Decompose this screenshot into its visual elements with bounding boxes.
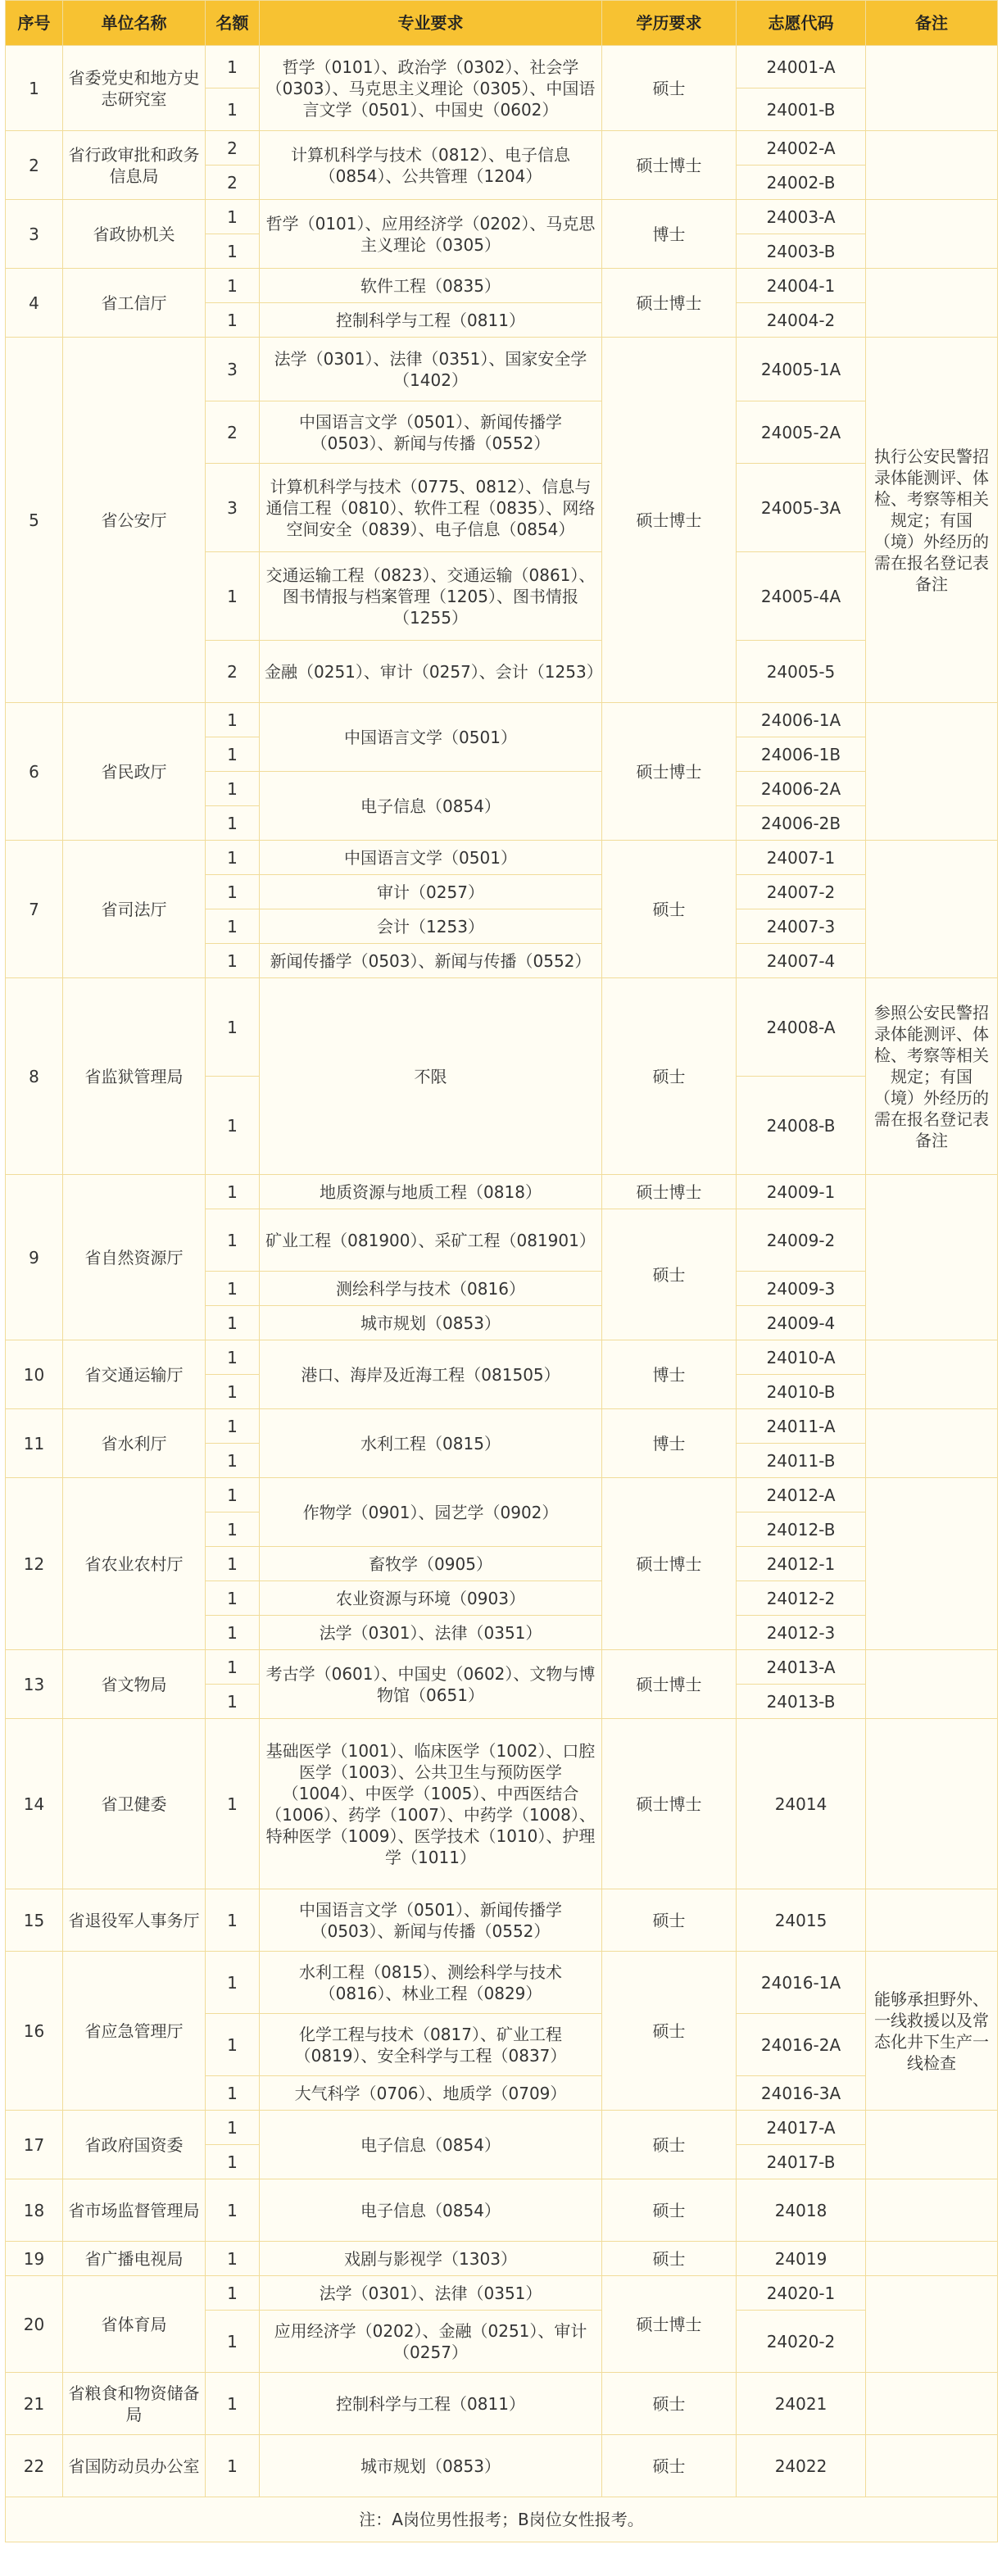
code-cell: 24019 [737, 2242, 866, 2276]
count-cell: 1 [206, 1889, 260, 1952]
count-cell: 1 [206, 1685, 260, 1719]
education-cell: 硕士 [602, 841, 737, 978]
major-cell: 法学（0301）、法律（0351） [260, 2276, 602, 2311]
note-cell [866, 1340, 998, 1409]
code-cell: 24010-B [737, 1375, 866, 1409]
major-cell: 考古学（0601）、中国史（0602）、文物与博物馆（0651） [260, 1650, 602, 1719]
education-cell: 硕士 [602, 1209, 737, 1340]
unit-name-cell: 省体育局 [63, 2276, 206, 2373]
seq-cell: 1 [6, 46, 63, 131]
unit-name-cell: 省粮食和物资储备局 [63, 2373, 206, 2435]
table-row [6, 2435, 998, 2497]
note-cell [866, 1175, 998, 1340]
education-cell: 硕士 [602, 2435, 737, 2497]
table-row [6, 46, 998, 88]
code-cell: 24005-3A [737, 464, 866, 552]
count-cell: 1 [206, 552, 260, 641]
table-row [6, 978, 998, 1077]
education-cell: 硕士博士 [602, 131, 737, 200]
code-cell: 24001-A [737, 46, 866, 88]
count-cell: 1 [206, 234, 260, 269]
count-cell: 1 [206, 1547, 260, 1581]
header-code: 志愿代码 [737, 1, 866, 46]
code-cell: 24009-3 [737, 1272, 866, 1306]
major-cell: 畜牧学（0905） [260, 1547, 602, 1581]
seq-cell: 19 [6, 2242, 63, 2276]
unit-name-cell: 省工信厅 [63, 269, 206, 338]
major-cell: 计算机科学与技术（0775、0812）、信息与通信工程（0810）、软件工程（0835）、网络空间安全（0839）、电子信息（0854） [260, 464, 602, 552]
note-cell [866, 703, 998, 841]
education-cell: 硕士 [602, 2179, 737, 2242]
code-cell: 24008-B [737, 1077, 866, 1175]
seq-cell: 22 [6, 2435, 63, 2497]
table-row [6, 200, 998, 234]
note-cell [866, 2276, 998, 2373]
code-cell: 24016-1A [737, 1952, 866, 2014]
count-cell: 1 [206, 2179, 260, 2242]
count-cell: 2 [206, 166, 260, 200]
note-cell [866, 200, 998, 269]
major-cell: 审计（0257） [260, 875, 602, 909]
code-cell: 24007-2 [737, 875, 866, 909]
seq-cell: 15 [6, 1889, 63, 1952]
count-cell: 1 [206, 2014, 260, 2076]
major-cell: 城市规划（0853） [260, 1306, 602, 1340]
note-cell [866, 1889, 998, 1952]
note-cell [866, 2242, 998, 2276]
count-cell: 1 [206, 269, 260, 303]
unit-name-cell: 省自然资源厅 [63, 1175, 206, 1340]
code-cell: 24020-1 [737, 2276, 866, 2311]
note-cell [866, 2373, 998, 2435]
code-cell: 24013-B [737, 1685, 866, 1719]
code-cell: 24006-2A [737, 772, 866, 806]
table-row [6, 131, 998, 166]
education-cell: 硕士博士 [602, 2276, 737, 2373]
count-cell: 1 [206, 1175, 260, 1209]
major-cell: 港口、海岸及近海工程（081505） [260, 1340, 602, 1409]
major-cell: 哲学（0101）、政治学（0302）、社会学（0303）、马克思主义理论（0305）、中国语言文学（0501）、中国史（0602） [260, 46, 602, 131]
count-cell: 3 [206, 338, 260, 401]
major-cell: 作物学（0901）、园艺学（0902） [260, 1478, 602, 1547]
education-cell: 硕士博士 [602, 703, 737, 841]
code-cell: 24009-4 [737, 1306, 866, 1340]
code-cell: 24006-2B [737, 806, 866, 841]
header-education: 学历要求 [602, 1, 737, 46]
count-cell: 1 [206, 1581, 260, 1616]
major-cell: 不限 [260, 978, 602, 1175]
note-cell [866, 2179, 998, 2242]
major-cell: 中国语言文学（0501） [260, 841, 602, 875]
table-row [6, 703, 998, 737]
note-cell: 执行公安民警招录体能测评、体检、考察等相关规定；有国（境）外经历的需在报名登记表备注 [866, 338, 998, 703]
count-cell: 1 [206, 46, 260, 88]
table-row [6, 1478, 998, 1512]
table-row [6, 1952, 998, 2014]
code-cell: 24022 [737, 2435, 866, 2497]
seq-cell: 14 [6, 1719, 63, 1889]
count-cell: 1 [206, 303, 260, 338]
header-major: 专业要求 [260, 1, 602, 46]
education-cell: 硕士博士 [602, 1478, 737, 1650]
code-cell: 24002-B [737, 166, 866, 200]
code-cell: 24004-1 [737, 269, 866, 303]
unit-name-cell: 省民政厅 [63, 703, 206, 841]
code-cell: 24020-2 [737, 2311, 866, 2373]
seq-cell: 20 [6, 2276, 63, 2373]
count-cell: 2 [206, 401, 260, 464]
code-cell: 24011-A [737, 1409, 866, 1444]
code-cell: 24006-1A [737, 703, 866, 737]
code-cell: 24005-4A [737, 552, 866, 641]
education-cell: 硕士 [602, 2111, 737, 2179]
education-cell: 硕士 [602, 2373, 737, 2435]
unit-name-cell: 省应急管理厅 [63, 1952, 206, 2111]
code-cell: 24005-2A [737, 401, 866, 464]
note-cell [866, 131, 998, 200]
code-cell: 24018 [737, 2179, 866, 2242]
major-cell: 应用经济学（0202）、金融（0251）、审计（0257） [260, 2311, 602, 2373]
code-cell: 24016-3A [737, 2076, 866, 2111]
seq-cell: 13 [6, 1650, 63, 1719]
count-cell: 1 [206, 1375, 260, 1409]
seq-cell: 21 [6, 2373, 63, 2435]
unit-name-cell: 省广播电视局 [63, 2242, 206, 2276]
note-cell: 能够承担野外、一线救援以及常态化井下生产一线检查 [866, 1952, 998, 2111]
major-cell: 法学（0301）、法律（0351）、国家安全学（1402） [260, 338, 602, 401]
unit-name-cell: 省水利厅 [63, 1409, 206, 1478]
table-row [6, 1409, 998, 1444]
major-cell: 控制科学与工程（0811） [260, 303, 602, 338]
header-note: 备注 [866, 1, 998, 46]
code-cell: 24003-B [737, 234, 866, 269]
footnote-row [6, 2497, 998, 2542]
note-cell [866, 2435, 998, 2497]
count-cell: 1 [206, 1077, 260, 1175]
table-row [6, 1889, 998, 1952]
table-row [6, 2179, 998, 2242]
footnote: 注：A岗位男性报考；B岗位女性报考。 [6, 2497, 998, 2542]
code-cell: 24007-3 [737, 909, 866, 944]
major-cell: 中国语言文学（0501） [260, 703, 602, 772]
unit-name-cell: 省交通运输厅 [63, 1340, 206, 1409]
education-cell: 硕士博士 [602, 1175, 737, 1209]
seq-cell: 9 [6, 1175, 63, 1340]
unit-name-cell: 省文物局 [63, 1650, 206, 1719]
note-cell [866, 1650, 998, 1719]
note-cell [866, 269, 998, 338]
count-cell: 1 [206, 944, 260, 978]
code-cell: 24006-1B [737, 737, 866, 772]
education-cell: 硕士博士 [602, 269, 737, 338]
education-cell: 硕士 [602, 2242, 737, 2276]
major-cell: 戏剧与影视学（1303） [260, 2242, 602, 2276]
unit-name-cell: 省卫健委 [63, 1719, 206, 1889]
header-row [6, 1, 998, 46]
note-cell [866, 2111, 998, 2179]
code-cell: 24017-B [737, 2145, 866, 2179]
note-cell [866, 1478, 998, 1650]
education-cell: 博士 [602, 200, 737, 269]
table-row [6, 1650, 998, 1685]
header-unit: 单位名称 [63, 1, 206, 46]
note-cell [866, 46, 998, 131]
code-cell: 24011-B [737, 1444, 866, 1478]
table-row [6, 338, 998, 401]
major-cell: 新闻传播学（0503）、新闻与传播（0552） [260, 944, 602, 978]
code-cell: 24012-3 [737, 1616, 866, 1650]
code-cell: 24015 [737, 1889, 866, 1952]
major-cell: 地质资源与地质工程（0818） [260, 1175, 602, 1209]
major-cell: 水利工程（0815） [260, 1409, 602, 1478]
count-cell: 1 [206, 2276, 260, 2311]
major-cell: 电子信息（0854） [260, 2111, 602, 2179]
seq-cell: 5 [6, 338, 63, 703]
education-cell: 硕士 [602, 46, 737, 131]
code-cell: 24013-A [737, 1650, 866, 1685]
count-cell: 1 [206, 841, 260, 875]
seq-cell: 3 [6, 200, 63, 269]
seq-cell: 18 [6, 2179, 63, 2242]
table-row [6, 2373, 998, 2435]
major-cell: 计算机科学与技术（0812）、电子信息（0854）、公共管理（1204） [260, 131, 602, 200]
code-cell: 24017-A [737, 2111, 866, 2145]
major-cell: 水利工程（0815）、测绘科学与技术（0816）、林业工程（0829） [260, 1952, 602, 2014]
code-cell: 24012-B [737, 1512, 866, 1547]
count-cell: 1 [206, 703, 260, 737]
seq-cell: 7 [6, 841, 63, 978]
major-cell: 会计（1253） [260, 909, 602, 944]
education-cell: 硕士 [602, 978, 737, 1175]
major-cell: 法学（0301）、法律（0351） [260, 1616, 602, 1650]
education-cell: 博士 [602, 1340, 737, 1409]
recruitment-table [5, 0, 998, 2542]
count-cell: 1 [206, 2111, 260, 2145]
count-cell: 1 [206, 1650, 260, 1685]
code-cell: 24007-1 [737, 841, 866, 875]
count-cell: 1 [206, 909, 260, 944]
count-cell: 1 [206, 737, 260, 772]
major-cell: 大气科学（0706）、地质学（0709） [260, 2076, 602, 2111]
code-cell: 24009-1 [737, 1175, 866, 1209]
major-cell: 金融（0251）、审计（0257）、会计（1253） [260, 641, 602, 703]
table-row [6, 1175, 998, 1209]
seq-cell: 16 [6, 1952, 63, 2111]
major-cell: 测绘科学与技术（0816） [260, 1272, 602, 1306]
code-cell: 24005-1A [737, 338, 866, 401]
table-row [6, 1340, 998, 1375]
education-cell: 硕士博士 [602, 338, 737, 703]
count-cell: 1 [206, 2242, 260, 2276]
education-cell: 硕士博士 [602, 1719, 737, 1889]
education-cell: 硕士 [602, 1952, 737, 2111]
count-cell: 1 [206, 772, 260, 806]
major-cell: 农业资源与环境（0903） [260, 1581, 602, 1616]
code-cell: 24003-A [737, 200, 866, 234]
count-cell: 1 [206, 875, 260, 909]
major-cell: 中国语言文学（0501）、新闻传播学（0503）、新闻与传播（0552） [260, 1889, 602, 1952]
count-cell: 1 [206, 1209, 260, 1272]
count-cell: 1 [206, 978, 260, 1077]
count-cell: 1 [206, 1616, 260, 1650]
note-cell [866, 841, 998, 978]
code-cell: 24010-A [737, 1340, 866, 1375]
count-cell: 1 [206, 806, 260, 841]
table-row [6, 1719, 998, 1889]
major-cell: 交通运输工程（0823）、交通运输（0861）、图书情报与档案管理（1205）、图书情报（1255） [260, 552, 602, 641]
major-cell: 电子信息（0854） [260, 2179, 602, 2242]
unit-name-cell: 省监狱管理局 [63, 978, 206, 1175]
code-cell: 24008-A [737, 978, 866, 1077]
note-cell [866, 1409, 998, 1478]
note-cell: 参照公安民警招录体能测评、体检、考察等相关规定；有国（境）外经历的需在报名登记表备注 [866, 978, 998, 1175]
count-cell: 1 [206, 1952, 260, 2014]
code-cell: 24016-2A [737, 2014, 866, 2076]
code-cell: 24009-2 [737, 1209, 866, 1272]
count-cell: 1 [206, 88, 260, 131]
unit-name-cell: 省退役军人事务厅 [63, 1889, 206, 1952]
unit-name-cell: 省司法厅 [63, 841, 206, 978]
unit-name-cell: 省国防动员办公室 [63, 2435, 206, 2497]
major-cell: 中国语言文学（0501）、新闻传播学（0503）、新闻与传播（0552） [260, 401, 602, 464]
count-cell: 2 [206, 641, 260, 703]
major-cell: 城市规划（0853） [260, 2435, 602, 2497]
code-cell: 24005-5 [737, 641, 866, 703]
note-cell [866, 1719, 998, 1889]
count-cell: 1 [206, 2076, 260, 2111]
unit-name-cell: 省政协机关 [63, 200, 206, 269]
count-cell: 1 [206, 200, 260, 234]
count-cell: 1 [206, 2311, 260, 2373]
count-cell: 1 [206, 1444, 260, 1478]
count-cell: 1 [206, 1719, 260, 1889]
table-body [6, 46, 998, 2497]
seq-cell: 4 [6, 269, 63, 338]
code-cell: 24007-4 [737, 944, 866, 978]
seq-cell: 6 [6, 703, 63, 841]
count-cell: 3 [206, 464, 260, 552]
count-cell: 1 [206, 1409, 260, 1444]
major-cell: 矿业工程（081900）、采矿工程（081901） [260, 1209, 602, 1272]
code-cell: 24002-A [737, 131, 866, 166]
count-cell: 1 [206, 2145, 260, 2179]
count-cell: 1 [206, 2373, 260, 2435]
table-row [6, 269, 998, 303]
count-cell: 2 [206, 131, 260, 166]
count-cell: 1 [206, 1478, 260, 1512]
code-cell: 24001-B [737, 88, 866, 131]
unit-name-cell: 省委党史和地方史志研究室 [63, 46, 206, 131]
seq-cell: 11 [6, 1409, 63, 1478]
unit-name-cell: 省政府国资委 [63, 2111, 206, 2179]
major-cell: 哲学（0101）、应用经济学（0202）、马克思主义理论（0305） [260, 200, 602, 269]
education-cell: 博士 [602, 1409, 737, 1478]
code-cell: 24004-2 [737, 303, 866, 338]
education-cell: 硕士 [602, 1889, 737, 1952]
table-row [6, 2242, 998, 2276]
table-row [6, 2276, 998, 2311]
header-seq: 序号 [6, 1, 63, 46]
count-cell: 1 [206, 1512, 260, 1547]
table-row [6, 841, 998, 875]
seq-cell: 8 [6, 978, 63, 1175]
education-cell: 硕士博士 [602, 1650, 737, 1719]
unit-name-cell: 省市场监督管理局 [63, 2179, 206, 2242]
major-cell: 化学工程与技术（0817）、矿业工程（0819）、安全科学与工程（0837） [260, 2014, 602, 2076]
major-cell: 软件工程（0835） [260, 269, 602, 303]
count-cell: 1 [206, 1306, 260, 1340]
seq-cell: 12 [6, 1478, 63, 1650]
seq-cell: 10 [6, 1340, 63, 1409]
unit-name-cell: 省农业农村厅 [63, 1478, 206, 1650]
header-count: 名额 [206, 1, 260, 46]
code-cell: 24014 [737, 1719, 866, 1889]
unit-name-cell: 省行政审批和政务信息局 [63, 131, 206, 200]
seq-cell: 17 [6, 2111, 63, 2179]
seq-cell: 2 [6, 131, 63, 200]
unit-name-cell: 省公安厅 [63, 338, 206, 703]
count-cell: 1 [206, 1272, 260, 1306]
count-cell: 1 [206, 2435, 260, 2497]
major-cell: 基础医学（1001）、临床医学（1002）、口腔医学（1003）、公共卫生与预防医学（1004）、中医学（1005）、中西医结合（1006）、药学（1007）、中药学（1008）、特种医学（1009）、医学技术（1010）、护理学（1011） [260, 1719, 602, 1889]
code-cell: 24012-2 [737, 1581, 866, 1616]
code-cell: 24012-A [737, 1478, 866, 1512]
count-cell: 1 [206, 1340, 260, 1375]
table-row [6, 2111, 998, 2145]
major-cell: 电子信息（0854） [260, 772, 602, 841]
code-cell: 24021 [737, 2373, 866, 2435]
major-cell: 控制科学与工程（0811） [260, 2373, 602, 2435]
code-cell: 24012-1 [737, 1547, 866, 1581]
